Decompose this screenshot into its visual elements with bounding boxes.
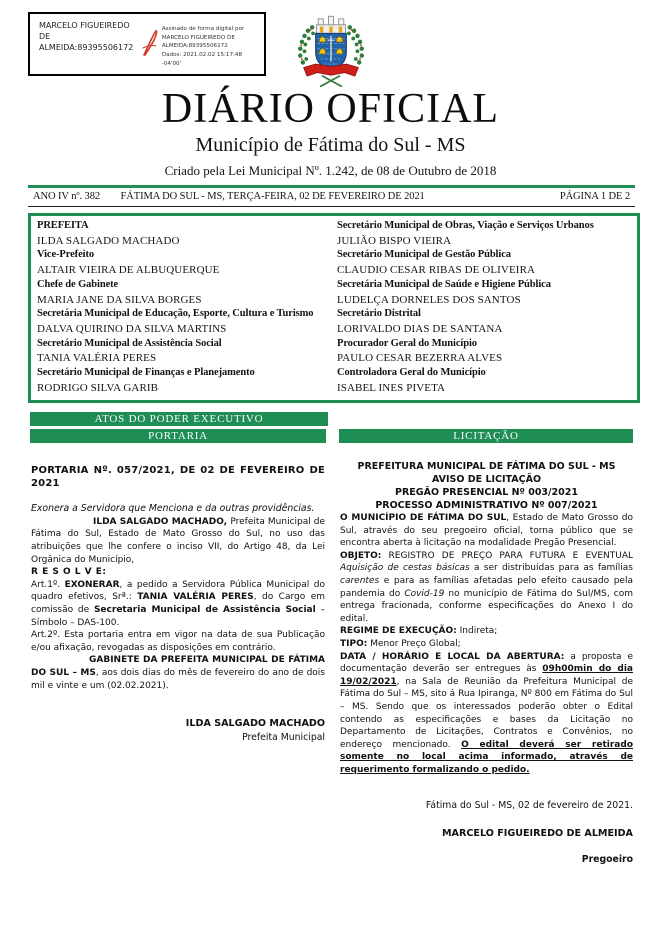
licitacao-objeto-paragraph: OBJETO: REGISTRO DE PREÇO PARA FUTURA E EVENTUAL Aquisição de cestas básicas a ser distribuídas para as famílias carentes e para as famílias afetadas pelo efeito causado pela pandemia do Covid-19 no município de Fátima do Sul/MS, com entrega fracionada, conforme especificações do Anexo I do edital. [340, 550, 633, 624]
official-entry [337, 278, 633, 307]
municipal-coat-of-arms-icon [288, 6, 374, 88]
portaria-resolve-line: R E S O L V E: [31, 567, 107, 578]
official-role: PREFEITA [37, 220, 89, 231]
signature-flourish-icon [142, 28, 158, 58]
edition-date: FÁTIMA DO SUL - MS, TERÇA-FEIRA, 02 DE FEVEREIRO DE 2021 [120, 191, 425, 202]
licitacao-abertura-paragraph: DATA / HORÁRIO E LOCAL DA ABERTURA: a proposta e documentação deverão ser entregues às 09h00min do dia 19/02/2021, na Sala de Reunião da Prefeitura Municipal de Fátima do Sul – MS, sito á Rua Ipiranga, Nº 800 em Fátima do Sul – MS. Sendo que os interessados poderão obter o Edital contendo as especificações e bases da Licitação no Departamento de Licitações, Contratos e Convênios, no endereço mencionado. O edital deverá ser retirado somente no local acima informado, através de requerimento formalizando o pedido. [340, 651, 634, 775]
official-role: Secretário Municipal de Obras, Viação e Serviços Urbanos [337, 220, 594, 231]
portaria-signature-block [31, 718, 325, 744]
licitacao-intro-paragraph: O MUNICÍPIO DE FÁTIMA DO SUL, Estado de Mato Grosso do Sul, através do seu pregoeiro oficial, torna público que se encontra aberta à licitação na modalidade Pregão Presencial. [340, 513, 633, 549]
licitacao-regime-line: REGIME DE EXECUÇÃO: Indireta; [340, 626, 498, 637]
official-role: Procurador Geral do Município [337, 337, 477, 349]
official-role: Secretário Municipal de Finanças e Planejamento [37, 367, 255, 379]
official-role: Secretário Municipal de Assistência Social [37, 337, 222, 349]
portaria-article-2: Art.2º. Esta portaria entra em vigor na data de sua Publicação e/ou afixação, revogadas as disposições em contrário. [31, 630, 325, 653]
licitacao-tipo-line: TIPO: Menor Preço Global; [340, 638, 461, 649]
official-entry [337, 219, 633, 248]
official-entry [337, 307, 633, 336]
gazette-title: DIÁRIO OFICIAL [161, 86, 500, 132]
section-bar-portaria: PORTARIA [30, 429, 326, 443]
licitacao-header-line: PREFEITURA MUNICIPAL DE FÁTIMA DO SUL - MS [357, 461, 616, 472]
edition-number: ANO IV nº. 382 [33, 191, 100, 202]
official-entry [37, 219, 333, 248]
portaria-signature-name: ILDA SALGADO MACHADO [185, 718, 325, 730]
official-name: DALVA QUIRINO DA SILVA MARTINS [37, 322, 227, 335]
official-role: Secretária Municipal de Saúde e Higiene Pública [337, 278, 551, 290]
signature-detail-line: Dados: 2021.02.02 15:17:48 -04'00' [161, 51, 243, 67]
official-role: Secretária Municipal de Educação, Esporte, Cultura e Turismo [37, 308, 314, 320]
digital-signature-box [28, 12, 266, 76]
licitacao-date-line: Fátima do Sul - MS, 02 de fevereiro de 2021. [425, 800, 633, 812]
signature-detail-line: Assinado de forma digital por [161, 26, 245, 32]
gazette-subtitle: Município de Fátima do Sul - MS [195, 134, 466, 156]
licitacao-signature-role: Pregoeiro [581, 853, 633, 865]
officials-right-column [337, 219, 637, 395]
official-entry [37, 307, 333, 336]
licitacao-header-line: PREGÃO PRESENCIAL Nº 003/2021 [395, 487, 578, 498]
official-name: CLAUDIO CESAR RIBAS DE OLIVEIRA [337, 264, 536, 277]
signature-details [158, 14, 264, 68]
signature-detail-line: MARCELO FIGUEIREDO DE [161, 34, 235, 41]
portaria-intro-paragraph: ILDA SALGADO MACHADO, Prefeita Municipal de Fátima do Sul, Estado de Mato Grosso do Sul, no uso das atribuições que lhe confere o inciso VII, do Artigo 48, da Lei Orgânica do Município, [31, 516, 325, 565]
official-role: Secretário Municipal de Gestão Pública [337, 249, 511, 261]
signature-signer-name [30, 14, 142, 53]
creation-law-line: Criado pela Lei Municipal Nº. 1.242, de 08 de Outubro de 2018 [164, 163, 497, 178]
official-name: PAULO CESAR BEZERRA ALVES [337, 352, 503, 365]
licitacao-column [340, 460, 633, 866]
official-name: ALTAIR VIEIRA DE ALBUQUERQUE [37, 264, 220, 277]
signer-name-line: DE [39, 31, 51, 41]
licitacao-header [340, 460, 633, 512]
signer-name-line: ALMEIDA:89395506172 [39, 42, 134, 52]
official-entry [37, 278, 333, 307]
official-entry [37, 248, 333, 277]
portaria-title: PORTARIA Nº. 057/2021, DE 02 DE FEVEREIRO DE 2021 [31, 465, 325, 489]
signature-detail-line: ALMEIDA:89395506172 [161, 43, 228, 50]
licitacao-header-line: PROCESSO ADMINISTRATIVO Nº 007/2021 [375, 500, 598, 511]
masthead-green-rule [28, 185, 635, 188]
edition-row [33, 191, 630, 202]
edition-page: PÁGINA 1 DE 2 [559, 191, 630, 202]
official-name: ISABEL INES PIVETA [337, 381, 446, 394]
official-entry [337, 248, 633, 277]
official-name: LORIVALDO DIAS DE SANTANA [337, 322, 503, 335]
official-name: LUDELÇA DORNELES DOS SANTOS [337, 293, 521, 306]
official-name: MARIA JANE DA SILVA BORGES [37, 293, 202, 306]
official-name: JULIÃO BISPO VIEIRA [337, 234, 452, 247]
official-role: Controladora Geral do Município [337, 367, 486, 379]
portaria-column [31, 460, 325, 744]
portaria-article-1: Art.1º. EXONERAR, a pedido a Servidora Pública Municipal do quadro efetivos, Srª.: TANIA VALÉRIA PERES, do Cargo em comissão de Secretaria Municipal de Assistência Social – Símbolo – DAS-100. [31, 579, 326, 628]
official-entry [337, 366, 633, 395]
portaria-signature-role: Prefeita Municipal [242, 731, 325, 743]
masthead-black-rule [28, 206, 635, 207]
section-bar-licitacao: LICITAÇÃO [339, 429, 633, 443]
section-bar-atos-do-poder-executivo: ATOS DO PODER EXECUTIVO [30, 412, 328, 426]
licitacao-header-line: AVISO DE LICITAÇÃO [431, 474, 542, 485]
official-name: TANIA VALÉRIA PERES [37, 352, 157, 365]
official-entry [37, 366, 333, 395]
official-name: ILDA SALGADO MACHADO [37, 234, 180, 247]
portaria-gabinete-paragraph: GABINETE DA PREFEITA MUNICIPAL DE FÁTIMA DO SUL – MS, aos dois dias do mês de fevereiro do ano de dois mil e vinte e um (02.02.2021). [31, 655, 326, 691]
officials-left-column [37, 219, 337, 395]
portaria-summary: Exonera a Servidora que Menciona e da outras providências. [31, 503, 315, 515]
edition-left [33, 191, 425, 202]
official-role: Vice-Prefeito [37, 249, 94, 261]
signer-name-line: MARCELO FIGUEIREDO [39, 21, 130, 30]
official-role: Secretário Distrital [337, 308, 421, 320]
official-entry [37, 337, 333, 366]
official-entry [337, 337, 633, 366]
official-role: Chefe de Gabinete [37, 278, 119, 290]
official-name: RODRIGO SILVA GARIB [37, 381, 159, 394]
officials-box [28, 213, 640, 403]
licitacao-signature-name: MARCELO FIGUEIREDO DE ALMEIDA [442, 828, 633, 840]
